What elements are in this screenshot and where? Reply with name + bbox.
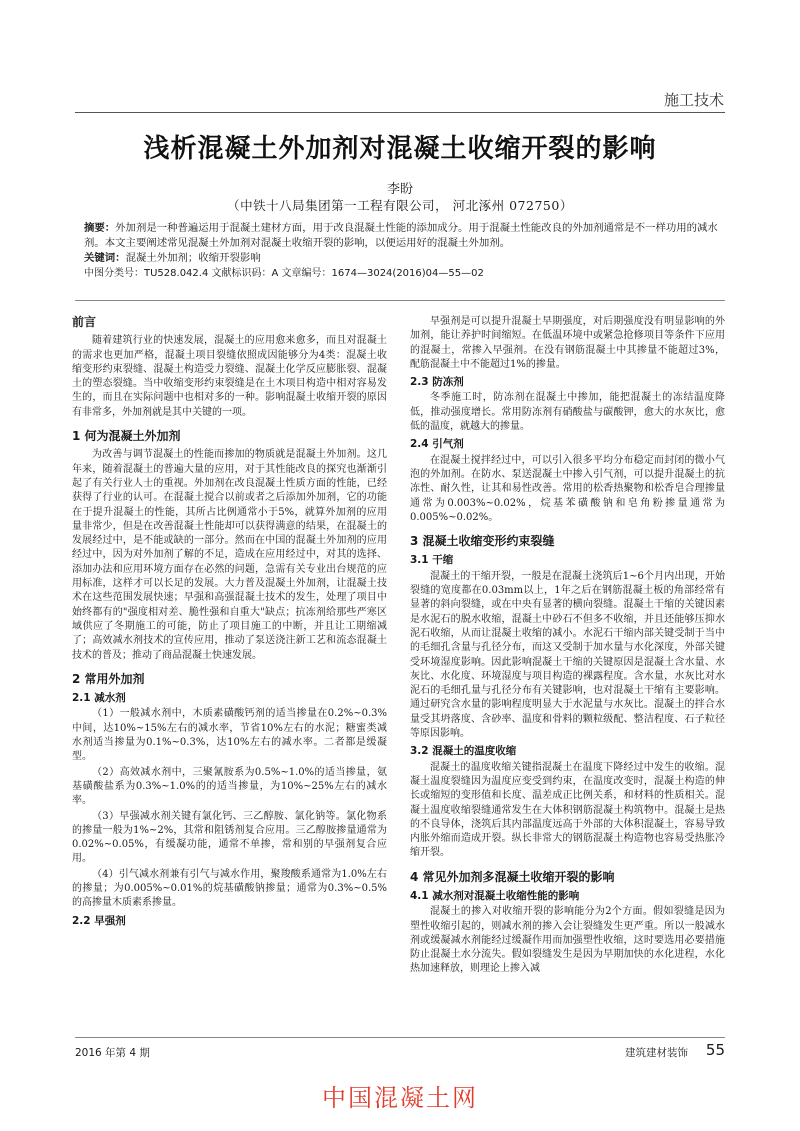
abstract-block — [84, 221, 724, 281]
subsection-heading: 4.1 减水剂对混凝土收缩性能的影响 — [410, 889, 580, 902]
section-heading: 3 混凝土收缩变形约束裂缝 — [410, 534, 555, 549]
section-heading: 前言 — [72, 315, 97, 329]
subsection-heading: 2.2 早强剂 — [72, 914, 126, 927]
subsection-heading: 3.1 干缩 — [410, 554, 454, 567]
page-number: 55 — [705, 1041, 725, 1059]
body-paragraph: 混凝土的掺入对收缩开裂的影响能分为2个方面。假如裂缝是因为塑性收缩引起的，则减水剂的掺入会让裂缝发生更严重。所以一般减水剂或缓凝减水剂能经过缓凝作用而加强塑性收缩，这时要选用必要措施防止混凝土水分流失。假如裂缝发生是因为早期加快的水化进程，水化热加速释放，则理论上掺入减 — [410, 906, 725, 975]
footer-rule — [75, 1037, 725, 1038]
keywords-line — [84, 251, 724, 266]
article-affiliation: （中铁十八局集团第一工程有限公司， 河北涿州 072750） — [227, 198, 573, 213]
subsection-heading: 3.2 混凝土的温度收缩 — [410, 745, 517, 758]
subsection-heading: 2.1 减水剂 — [72, 692, 126, 705]
footer-journal: 建筑建材装饰 — [625, 1047, 688, 1059]
body-paragraph: 在混凝土搅拌经过中，可以引入很多平均分布稳定而封闭的微小气泡的外加剂。在防水、泵送混凝土中掺入引气剂，可以提升混凝土的抗冻性、耐久性，让其和易性改善。常用的松香热聚物和松香皂合理掺量通常为0.003%~0.02%，烷基苯磺酸钠和皂角粉掺量通常为0.005%~0.02%。 — [410, 454, 725, 523]
article-author: 李盼 — [386, 182, 413, 197]
section-heading: 1 何为混凝土外加剂 — [72, 429, 181, 444]
site-watermark: 中国混凝土网 — [322, 1084, 478, 1112]
body-paragraph: 早强剂是可以提升混凝土早期强度，对后期强度没有明显影响的外加剂，能让养护时间缩短。在低温环境中或紧急抢修项目等条件下应用的混凝土，常掺入早强剂。在没有钢筋混凝土中其掺量不能超过3%，配筋混凝土中不能超过1%的掺量。 — [410, 316, 725, 370]
keywords-label: 关键词： — [84, 252, 126, 264]
footer-issue: 2016 年第 4 期 — [75, 1047, 150, 1059]
header-rule — [75, 112, 725, 113]
abstract-label: 摘要： — [84, 222, 116, 234]
right-column — [410, 315, 725, 978]
subsection-heading: 2.4 引气剂 — [410, 438, 464, 451]
section-heading: 4 常见外加剂多混凝土收缩开裂的影响 — [410, 869, 615, 884]
body-paragraph: 为改善与调节混凝土的性能而掺加的物质就是混凝土外加剂。这几年来，随着混凝土的普遍大量的应用，对于其性能改良的探究也渐渐引起了有关行业人士的重视。外加剂在改良混凝土性质方面的性能，已经获得了行业的认可。在混凝土搅合以前或者之后添加外加剂，它的功能在于提升混凝土的性能，其所占比例通常小于5%，就算外加剂的应用量非常少，但是在改善混凝土性能却可以获得满意的结果，在混凝土的发展经过中，是不能或缺的一部分。然而在中国的混凝土外加剂的应用经过中，因为对外加剂了解的不足，造成在应用经过中，对其的选择、添加办法和应用环境方面存在必然的问题，急需有关专业出台规范的应用标准，这样才可以长足的发展。大力普及混凝土外加剂，让混凝土技术在这些范围发展快速；早强和高强混凝土技术的发生，处理了项目中始终都有的"强度相对差、脆性强和自重大"缺点；抗冻剂给那些严寒区域供应了冬期施工的可能，防止了项目施工的中断，并且让工期缩减了；高效减水剂技术的宣传应用，推动了泵送浇注新工艺和流态混凝土技术的普及；推动了商品混凝土快速发展。 — [72, 449, 387, 661]
abstract-paragraph — [84, 221, 724, 251]
keywords-text: 混凝土外加剂；收缩开裂影响 — [125, 252, 261, 264]
body-paragraph: （4）引气减水剂兼有引气与减水作用，聚羧酸系通常为1.0%左右的掺量；为0.005%~0.01%的烷基磺酸钠掺量；通常为0.3%~0.5%的高掺量木质素系掺量。 — [72, 868, 387, 909]
left-column — [72, 315, 387, 930]
abstract-rule — [75, 300, 725, 301]
section-tag: 施工技术 — [663, 91, 724, 109]
abstract-text: 外加剂是一种普遍运用于混凝土建材方面，用于改良混凝土性能的添加成分。用于混凝土性能改良的外加剂通常是不一样功用的减水剂。本文主要阐述常见混凝土外加剂对混凝土收缩开裂的影响，以便运用好的混凝土外加剂。 — [84, 222, 718, 249]
body-paragraph: 随着建筑行业的快速发展，混凝土的应用愈来愈多，而且对混凝土的需求也更加严格，混凝土项目裂缝依照成因能够分为4类：混凝土收缩变形约束裂缝、混凝土构造受力裂缝、混凝土化学反应膨胀裂、混凝土的塑态裂缝。当中收缩变形约束裂缝是在土木项目构造中相对容易发生的，而且在实际问题中也相对多的一种。影响混凝土收缩开裂的原因有非常多，外加剂就是其中关键的一项。 — [72, 335, 387, 418]
body-paragraph: 冬季施工时，防冻剂在混凝土中掺加，能把混凝土的冻结温度降低，推动强度增长。常用防冻剂有硝酸盐与碳酸钾，愈大的水灰比，愈低的温度，就越大的掺量。 — [410, 392, 725, 433]
classification-line: 中图分类号：TU528.042.4 文献标识码：A 文章编号：1674—3024(2016)04—55—02 — [84, 268, 484, 279]
body-paragraph: （2）高效减水剂中，三聚氰胺系为0.5%~1.0%的适当掺量，氨基磺酸盐系为0.3%~1.0%的的适当掺量，为10%~25%左右的减水率。 — [72, 766, 387, 807]
body-paragraph: 混凝土的干缩开裂，一般是在混凝土浇筑后1~6个月内出现，开始裂缝的宽度都在0.03mm以上，1年之后在钢筋混凝土板的角部经常有显著的斜向裂缝，或在中央有显著的横向裂缝。混凝土干缩的关键因素是水泥石的脱水收缩，混凝土中砂石不但多不收缩，并且还能够压抑水泥石收缩，从而让混凝土收缩的减小。水泥石干缩内部关键受制于当中的毛细孔含量与孔径分布，而这又受制于加水量与水化深度，外部关键受环境湿度影响。因此影响混凝土干缩的关键原因是混凝土含水量、水灰比、水化度、环境湿度与项目构造的裸露程度。含水量，水灰比对水泥石的毛细孔量与孔径分布有关键影响，也对混凝土干缩有主要影响。通过研究含水量的影响程度明显大于水泥量与水灰比。混凝土的拌合水量受其坍落度、含砂率、温度和骨料的颗粒级配、整洁程度、石子粒径等原因影响。 — [410, 570, 725, 740]
body-paragraph: 混凝土的温度收缩关键指混凝土在温度下降经过中发生的收缩。混凝土温度裂缝因为温度应变受到约束，在温度改变时，混凝土构造的伸长或缩短的变形值和长度、温差成正比例关系，和材料的性质相关。混凝土温度收缩裂缝通常发生在大体积钢筋混凝土构筑物中。混凝土是热的不良导体，浇筑后其内部温度远高于外部的大体积混凝土，容易导致内胀外缩而造成开裂。纵长非常大的钢筋混凝土构造物也容易受热胀冷缩开裂。 — [410, 761, 725, 859]
body-paragraph: （3）早强减水剂关键有氯化钙、三乙醇胺、氯化钠等。氯化物系的掺量一般为1%~2%，其常和阻锈剂复合应用。三乙醇胺掺量通常为0.02%~0.05%，有缓凝功能，通常不单掺，常和别的早强剂复合应用。 — [72, 810, 387, 865]
article-title: 浅析混凝土外加剂对混凝土收缩开裂的影响 — [143, 134, 657, 164]
subsection-heading: 2.3 防冻剂 — [410, 376, 464, 389]
section-heading: 2 常用外加剂 — [72, 671, 145, 686]
body-paragraph: （1）一般减水剂中，木质素磺酸钙剂的适当掺量在0.2%~0.3%中间，达10%~15%左右的减水率，节省10%左右的水泥；糖蜜类减水剂适当掺量为0.1%~0.3%，达10%左右的减水率。二者都是缓凝型。 — [72, 708, 387, 763]
